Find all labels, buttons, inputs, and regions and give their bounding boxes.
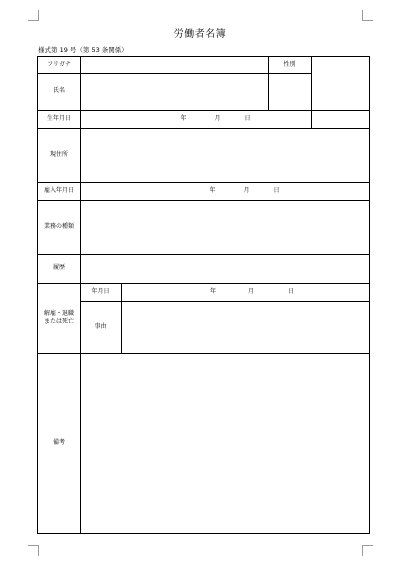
line-hire-bottom — [38, 200, 369, 201]
label-name: 氏名 — [52, 87, 65, 95]
crop-mark-top-right — [362, 10, 373, 21]
crop-mark-bottom-right — [362, 545, 373, 556]
dismissal-day-unit: 日 — [288, 287, 295, 295]
label-hire-date: 雇入年月日 — [43, 186, 74, 194]
label-career: 履歴 — [52, 264, 65, 272]
label-furigana: フリガナ — [47, 60, 71, 68]
hire-date-units — [80, 182, 369, 200]
label-job-type: 業務の種類 — [43, 222, 74, 230]
crop-mark-bottom-left — [28, 545, 39, 556]
birth-year-unit: 年 — [180, 114, 187, 122]
line-dismissal-date-bottom — [80, 301, 369, 302]
line-gender-right — [311, 57, 312, 128]
birth-date-units — [80, 110, 311, 128]
form-number: 様式第 19 号（第 53 条関係） — [38, 46, 128, 54]
birth-month-unit: 月 — [214, 114, 221, 122]
crop-mark-top-left — [28, 10, 39, 21]
label-reason: 事由 — [94, 322, 107, 330]
label-dismissal-date: 年月日 — [91, 287, 110, 295]
label-remarks: 備考 — [52, 438, 65, 446]
hire-year-unit: 年 — [209, 186, 216, 194]
page-title: 労働者名簿 — [173, 29, 227, 40]
line-job-bottom — [38, 254, 369, 255]
label-gender: 性別 — [283, 60, 296, 68]
dismissal-date-units — [121, 283, 369, 301]
birth-day-unit: 日 — [244, 114, 251, 122]
dismissal-month-unit: 月 — [247, 287, 254, 295]
dismissal-year-unit: 年 — [209, 287, 216, 295]
hire-month-unit: 月 — [243, 186, 250, 194]
line-birth-bottom — [38, 128, 369, 129]
line-dismissal-bottom — [38, 353, 369, 354]
label-dismissal: 解雇・退職 または死亡 — [43, 309, 74, 325]
hire-day-unit: 日 — [273, 186, 280, 194]
label-address: 現住所 — [49, 150, 68, 158]
label-birth-date: 生年月日 — [46, 114, 71, 122]
worker-register-form — [37, 56, 370, 534]
